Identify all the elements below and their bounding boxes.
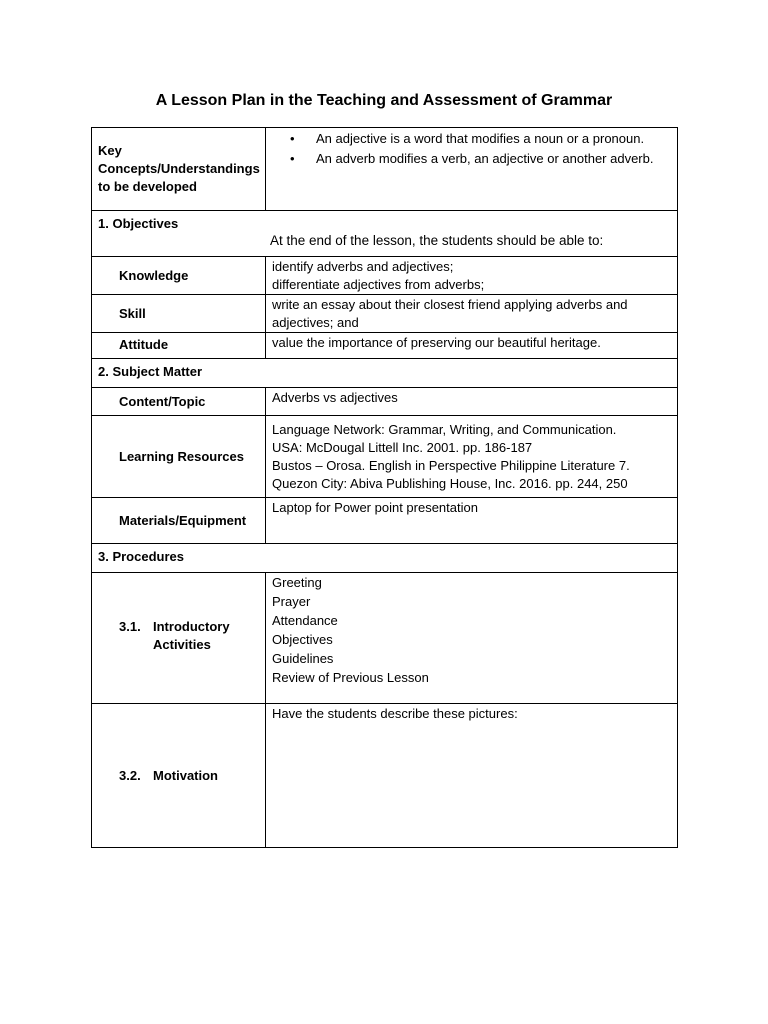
key-concepts-label-line: Key xyxy=(98,143,122,158)
learning-resources-row xyxy=(92,416,678,498)
introductory-label-block xyxy=(92,618,265,654)
attitude-value xyxy=(266,333,678,359)
activity-item: Review of Previous Lesson xyxy=(272,670,429,685)
skill-label: Skill xyxy=(92,295,266,333)
knowledge-line: identify adverbs and adjectives; xyxy=(272,259,454,274)
key-concepts-list xyxy=(266,128,677,169)
motivation-label-text: Motivation xyxy=(153,767,218,783)
materials-label: Materials/Equipment xyxy=(92,498,266,544)
activity-item: Greeting xyxy=(272,575,322,590)
content-topic-value: Adverbs vs adjectives xyxy=(266,388,678,416)
content-topic-row xyxy=(92,388,678,416)
materials-row xyxy=(92,498,678,544)
knowledge-line: differentiate adjectives from adverbs; xyxy=(272,277,485,292)
key-concepts-content xyxy=(266,128,678,211)
introductory-row xyxy=(92,573,678,704)
introductory-label-line: Introductory xyxy=(153,619,230,634)
knowledge-label: Knowledge xyxy=(92,257,266,295)
introductory-label xyxy=(92,573,266,704)
activity-item: Objectives xyxy=(272,632,333,647)
objectives-section xyxy=(92,211,678,257)
procedures-row xyxy=(92,544,678,573)
learning-resources-label: Learning Resources xyxy=(92,416,266,498)
activity-item: Prayer xyxy=(272,594,311,609)
key-concepts-label-line: to be developed xyxy=(98,179,197,194)
introductory-activities xyxy=(266,573,678,704)
objectives-heading: 1. Objectives xyxy=(98,216,179,231)
key-concept-item: • An adverb modifies a verb, an adjective or another adverb. xyxy=(290,149,671,169)
motivation-label xyxy=(92,704,266,848)
motivation-row xyxy=(92,704,678,848)
key-concepts-row xyxy=(92,128,678,211)
key-concepts-label xyxy=(92,128,266,211)
attitude-row xyxy=(92,333,678,359)
introductory-number: 3.1. xyxy=(119,619,141,634)
resource-line: Bustos – Orosa. English in Perspective Philippine Literature 7. xyxy=(272,458,630,473)
skill-line: write an essay about their closest friend applying adverbs and xyxy=(272,297,628,312)
resource-line: Language Network: Grammar, Writing, and Communication. xyxy=(272,422,617,437)
skill-row xyxy=(92,295,678,333)
lesson-plan-table xyxy=(91,127,678,848)
knowledge-value xyxy=(266,257,678,295)
learning-resources-value xyxy=(266,416,678,498)
skill-value xyxy=(266,295,678,333)
introductory-label-line: Activities xyxy=(153,637,211,652)
content-topic-label: Content/Topic xyxy=(92,388,266,416)
resource-line: Quezon City: Abiva Publishing House, Inc. 2016. pp. 244, 250 xyxy=(272,476,628,491)
knowledge-row xyxy=(92,257,678,295)
introductory-label-text xyxy=(153,618,230,654)
objectives-row xyxy=(92,211,678,257)
motivation-label-block xyxy=(92,767,265,785)
attitude-line: value the importance of preserving our beautiful heritage. xyxy=(272,335,601,350)
resource-line: USA: McDougal Littell Inc. 2001. pp. 186-187 xyxy=(272,440,533,455)
motivation-value: Have the students describe these pictures: xyxy=(266,704,678,848)
materials-value: Laptop for Power point presentation xyxy=(266,498,678,544)
page-title: A Lesson Plan in the Teaching and Assessment of Grammar xyxy=(155,92,613,109)
objectives-intro: At the end of the lesson, the students should be able to: xyxy=(270,233,604,248)
motivation-number: 3.2. xyxy=(119,767,141,783)
activity-item: Guidelines xyxy=(272,651,334,666)
key-concept-item: • An adjective is a word that modifies a noun or a pronoun. xyxy=(290,129,671,149)
activity-item: Attendance xyxy=(272,613,338,628)
skill-line: adjectives; and xyxy=(272,315,359,330)
subject-matter-heading: 2. Subject Matter xyxy=(92,359,678,388)
procedures-heading: 3. Procedures xyxy=(92,544,678,573)
attitude-label: Attitude xyxy=(92,333,266,359)
key-concepts-label-line: Concepts/Understandings xyxy=(98,161,260,176)
subject-matter-row xyxy=(92,359,678,388)
